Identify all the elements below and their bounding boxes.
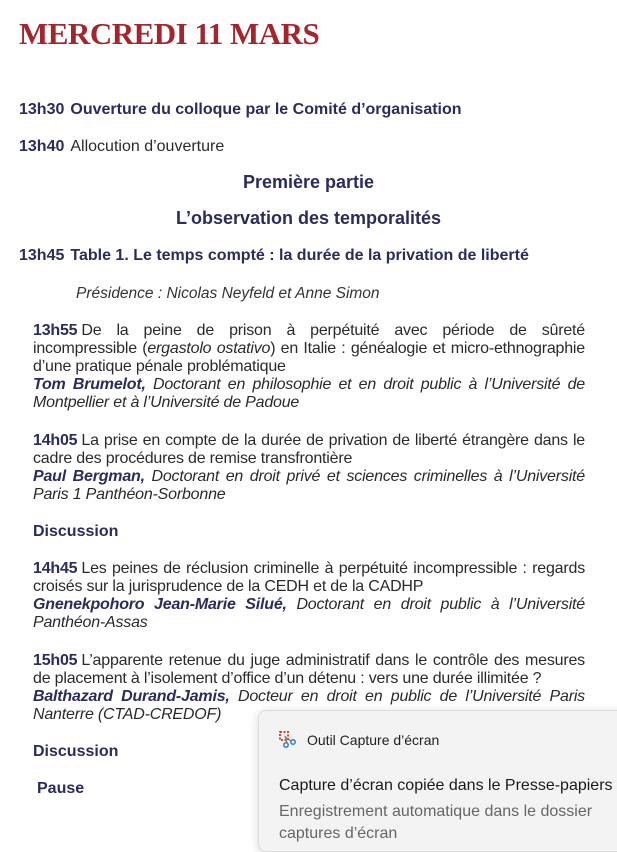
- speaker: Paul Bergman,: [33, 468, 145, 485]
- talk-title: La prise en compte de la durée de privation de liberté étrangère dans le cadre des procédures de remise transfrontière: [33, 432, 585, 467]
- time: 13h55: [33, 322, 78, 339]
- talk-title: De la peine de prison à perpétuité avec période de sûreté incompressible (: [33, 322, 585, 357]
- agenda-item: [19, 138, 224, 156]
- notification-detail: [279, 801, 592, 845]
- talk: [33, 560, 585, 632]
- talk-title: ) en Italie : généalogie et micro-ethnographie d’une pratique pénale problématique: [33, 340, 585, 375]
- page-title: MERCREDI 11 MARS: [19, 16, 320, 51]
- discussion: Discussion: [33, 523, 119, 540]
- talk: [33, 322, 585, 412]
- notification-app-name: Outil Capture d’écran: [307, 732, 440, 748]
- affiliation: Doctorant en philosophie et en droit public à l’Université de Montpellier et à l’Université de Padoue: [33, 376, 586, 411]
- notification-detail-line: captures d’écran: [279, 825, 398, 842]
- speaker: Balthazard Durand-Jamis,: [33, 688, 230, 705]
- notification-message: Capture d’écran copiée dans le Presse-papiers: [279, 777, 613, 794]
- pause: Pause: [37, 780, 85, 797]
- agenda-label: Ouverture du colloque par le Comité d’organisation: [70, 101, 462, 118]
- table-label: Table 1. Le temps compté : la durée de la privation de liberté: [70, 247, 529, 264]
- talk: [33, 432, 585, 504]
- time: 14h45: [33, 560, 78, 577]
- discussion: Discussion: [33, 743, 119, 760]
- speaker: Gnenekpohoro Jean-Marie Silué,: [33, 596, 287, 613]
- table-heading: [19, 247, 529, 265]
- notification-detail-line: Enregistrement automatique dans le dossier: [279, 803, 593, 820]
- part-subtitle: L’observation des temporalités: [175, 208, 442, 228]
- part-title: Première partie: [242, 172, 375, 192]
- talk-title: L’apparente retenue du juge administratif dans le contrôle des mesures de placement à l’isolement d’office d’un détenu : vers une durée illimitée ?: [33, 652, 585, 687]
- notification-header: [279, 731, 439, 749]
- snipping-tool-icon: [279, 731, 297, 749]
- screenshot-notification[interactable]: [258, 710, 617, 852]
- agenda-item: [19, 101, 462, 119]
- talk-title-italic: ergastolo ostativo: [147, 340, 271, 357]
- affiliation: Docteur en droit en public de l’Université Paris Nanterre (CTAD-CREDOF): [33, 688, 585, 723]
- time: 13h40: [19, 138, 65, 155]
- speaker: Tom Brumelot,: [33, 376, 146, 393]
- affiliation: Doctorant en droit privé et sciences criminelles à l’Université Paris 1 Panthéon-Sorbonne: [33, 468, 585, 503]
- presidence: Présidence : Nicolas Neyfeld et Anne Simon: [76, 285, 380, 302]
- talk-title: Les peines de réclusion criminelle à perpétuité incompressible : regards croisés sur la jurisprudence de la CEDH et de la CADHP: [33, 560, 585, 595]
- time: 13h45: [19, 247, 65, 264]
- agenda-label: Allocution d’ouverture: [70, 138, 225, 155]
- time: 13h30: [19, 101, 65, 118]
- affiliation: Doctorant en droit public à l’Université Panthéon-Assas: [33, 596, 585, 631]
- time: 14h05: [33, 432, 78, 449]
- time: 15h05: [33, 652, 78, 669]
